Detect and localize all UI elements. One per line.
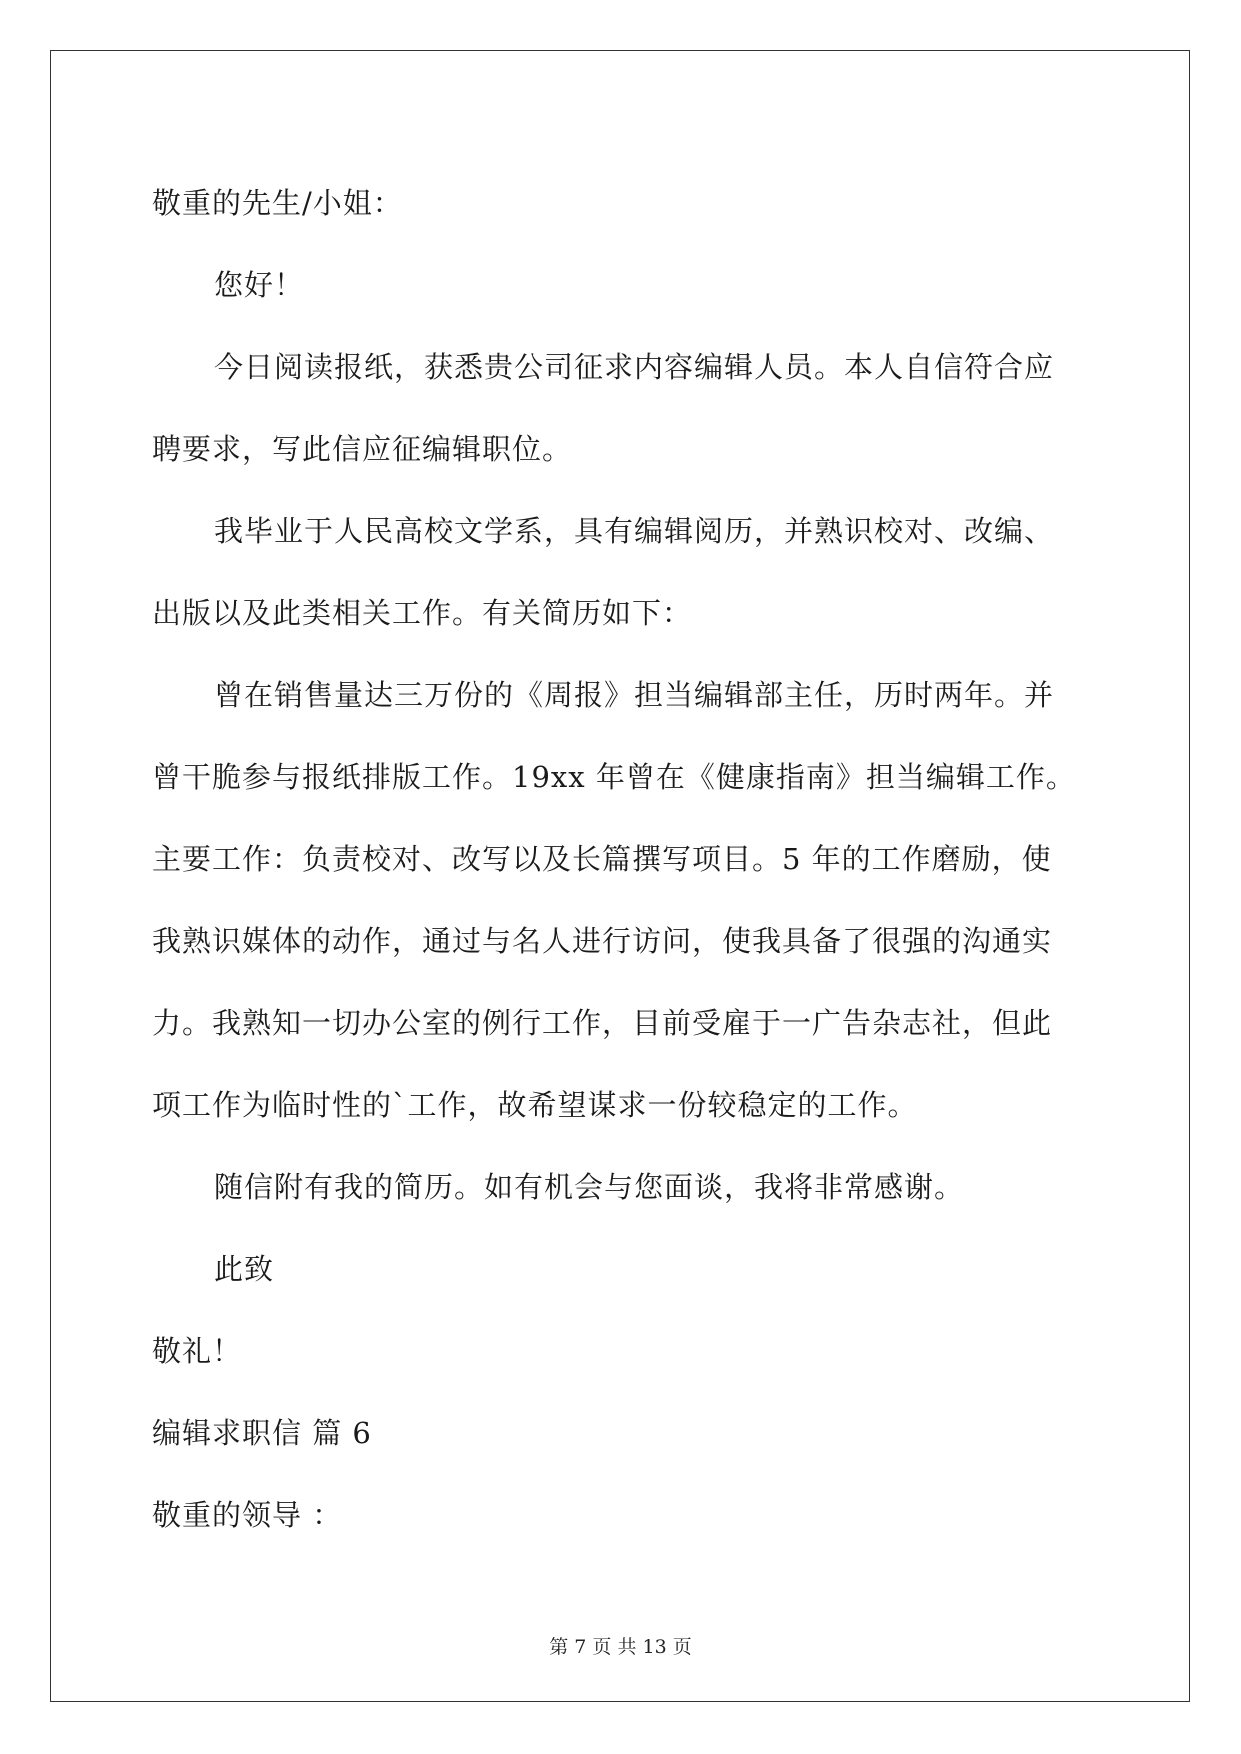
closing-line: 此致 (214, 1252, 275, 1286)
body-line: 今日阅读报纸，获悉贵公司征求内容编辑人员。本人自信符合应 (214, 350, 1055, 384)
body-line: 出版以及此类相关工作。有关简历如下： (152, 596, 693, 630)
greeting-line: 您好！ (214, 268, 305, 302)
body-line: 曾在销售量达三万份的《周报》担当编辑部主任，历时两年。并 (214, 678, 1055, 712)
body-line: 聘要求，写此信应征编辑职位。 (152, 432, 573, 466)
body-line: 我熟识媒体的动作，通过与名人进行访问，使我具备了很强的沟通实 (152, 924, 1053, 958)
salutation-line: 敬重的先生/小姐： (152, 186, 403, 220)
body-line: 力。我熟知一切办公室的例行工作，目前受雇于一广告杂志社，但此 (152, 1006, 1053, 1040)
closing-line: 敬礼！ (152, 1334, 243, 1368)
body-line: 曾干脆参与报纸排版工作。19xx 年曾在《健康指南》担当编辑工作。 (152, 760, 1076, 794)
section-heading: 编辑求职信 篇 6 (152, 1416, 372, 1450)
body-line: 项工作为临时性的`工作，故希望谋求一份较稳定的工作。 (152, 1088, 918, 1122)
body-line: 我毕业于人民高校文学系，具有编辑阅历，并熟识校对、改编、 (214, 514, 1055, 548)
salutation-line: 敬重的领导 ： (152, 1498, 343, 1532)
body-line: 随信附有我的简历。如有机会与您面谈，我将非常感谢。 (214, 1170, 965, 1204)
document-body (152, 162, 1092, 1556)
page-number-footer: 第 7 页 共 13 页 (549, 1636, 692, 1658)
body-line: 主要工作：负责校对、改写以及长篇撰写项目。5 年的工作磨励，使 (152, 842, 1052, 876)
